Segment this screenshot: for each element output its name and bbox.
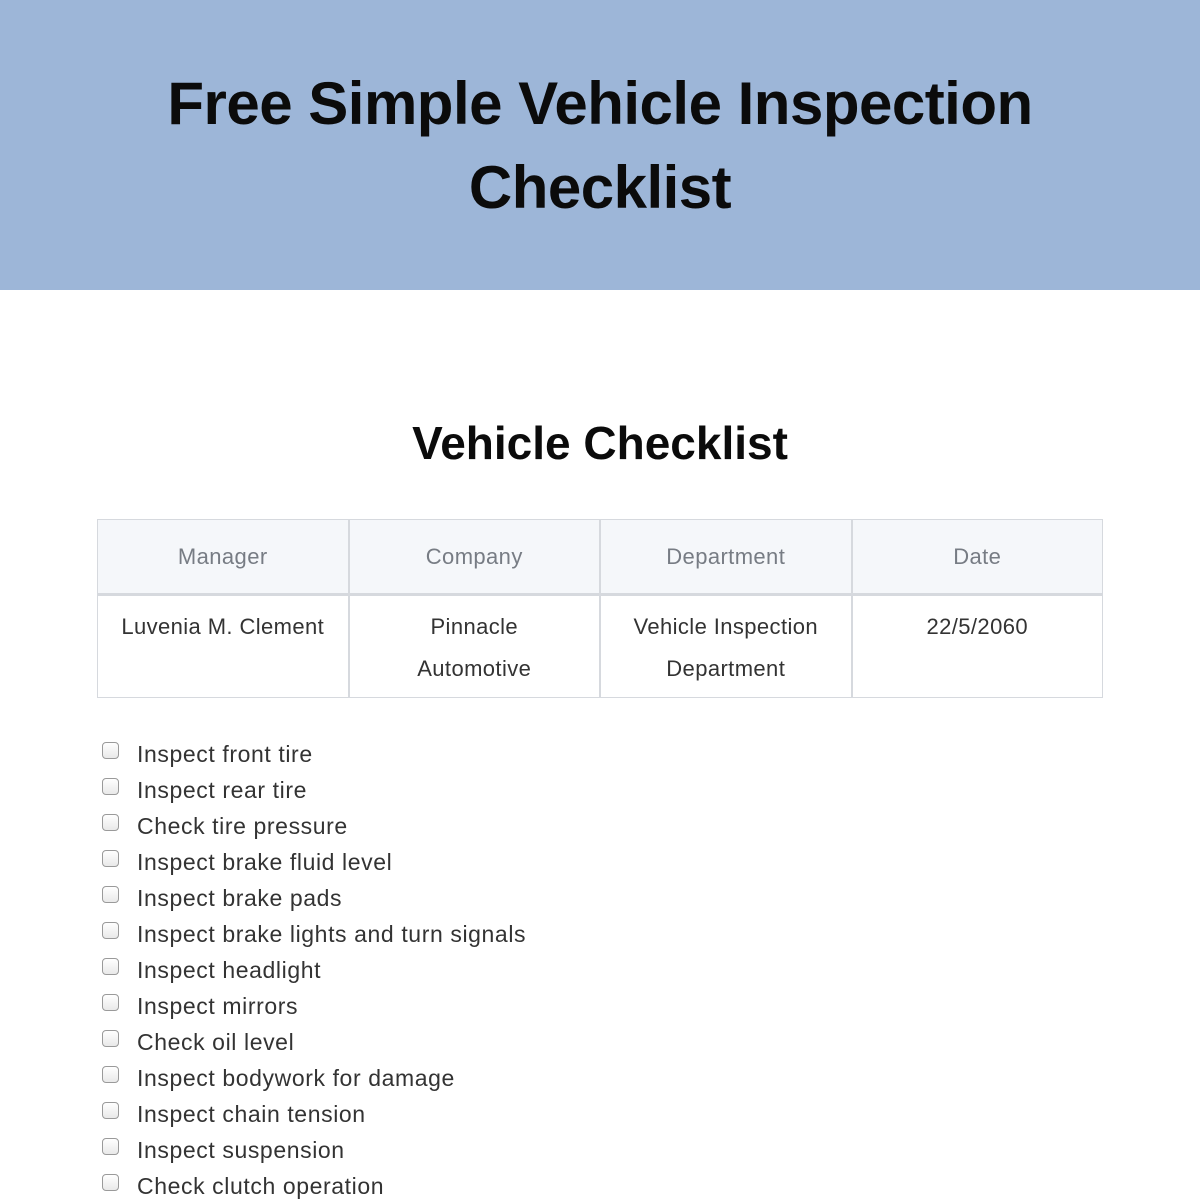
checkbox[interactable] <box>102 778 119 795</box>
check-label: Inspect front tire <box>137 740 313 767</box>
checklist <box>100 735 526 1203</box>
cell-department <box>600 595 852 698</box>
list-item <box>100 843 526 879</box>
header-manager: Manager <box>97 519 349 595</box>
check-label: Check oil level <box>137 1028 295 1055</box>
cell-date <box>852 595 1104 698</box>
list-item <box>100 1023 526 1059</box>
check-label: Inspect bodywork for damage <box>137 1064 455 1091</box>
header-date: Date <box>852 519 1104 595</box>
checkbox[interactable] <box>102 814 119 831</box>
list-item <box>100 915 526 951</box>
info-table <box>97 519 1103 698</box>
check-label: Inspect headlight <box>137 956 322 983</box>
cell-company <box>349 595 601 698</box>
section-title: Vehicle Checklist <box>412 417 788 469</box>
check-label: Inspect suspension <box>137 1136 345 1163</box>
list-item <box>100 771 526 807</box>
cell-manager <box>97 595 349 698</box>
check-label: Check clutch operation <box>137 1172 385 1199</box>
list-item <box>100 1059 526 1095</box>
checkbox[interactable] <box>102 1066 119 1083</box>
checkbox[interactable] <box>102 850 119 867</box>
check-label: Inspect brake lights and turn signals <box>137 920 527 947</box>
page-title: Free Simple Vehicle Inspection Checklist <box>167 70 1033 221</box>
manager-value: Luvenia M. Clement <box>121 614 325 639</box>
checkbox[interactable] <box>102 1174 119 1191</box>
list-item <box>100 1131 526 1167</box>
check-label: Inspect mirrors <box>137 992 299 1019</box>
checkbox[interactable] <box>102 958 119 975</box>
check-label: Inspect brake pads <box>137 884 343 911</box>
checkbox[interactable] <box>102 1102 119 1119</box>
check-label: Inspect rear tire <box>137 776 307 803</box>
checkbox[interactable] <box>102 1030 119 1047</box>
header-banner <box>0 0 1200 290</box>
checkbox[interactable] <box>102 886 119 903</box>
department-value: Vehicle Inspection Department <box>633 614 819 681</box>
header-department: Department <box>600 519 852 595</box>
list-item <box>100 951 526 987</box>
header-company: Company <box>349 519 601 595</box>
checkbox[interactable] <box>102 994 119 1011</box>
date-value: 22/5/2060 <box>926 614 1028 639</box>
list-item <box>100 1095 526 1131</box>
checkbox[interactable] <box>102 922 119 939</box>
check-label: Inspect brake fluid level <box>137 848 393 875</box>
checkbox[interactable] <box>102 742 119 759</box>
company-value: Pinnacle Automotive <box>417 614 532 681</box>
list-item <box>100 735 526 771</box>
table-row <box>97 595 1103 698</box>
table-header-row <box>97 519 1103 595</box>
checkbox[interactable] <box>102 1138 119 1155</box>
check-label: Inspect chain tension <box>137 1100 366 1127</box>
list-item <box>100 987 526 1023</box>
check-label: Check tire pressure <box>137 812 348 839</box>
list-item <box>100 807 526 843</box>
list-item <box>100 879 526 915</box>
